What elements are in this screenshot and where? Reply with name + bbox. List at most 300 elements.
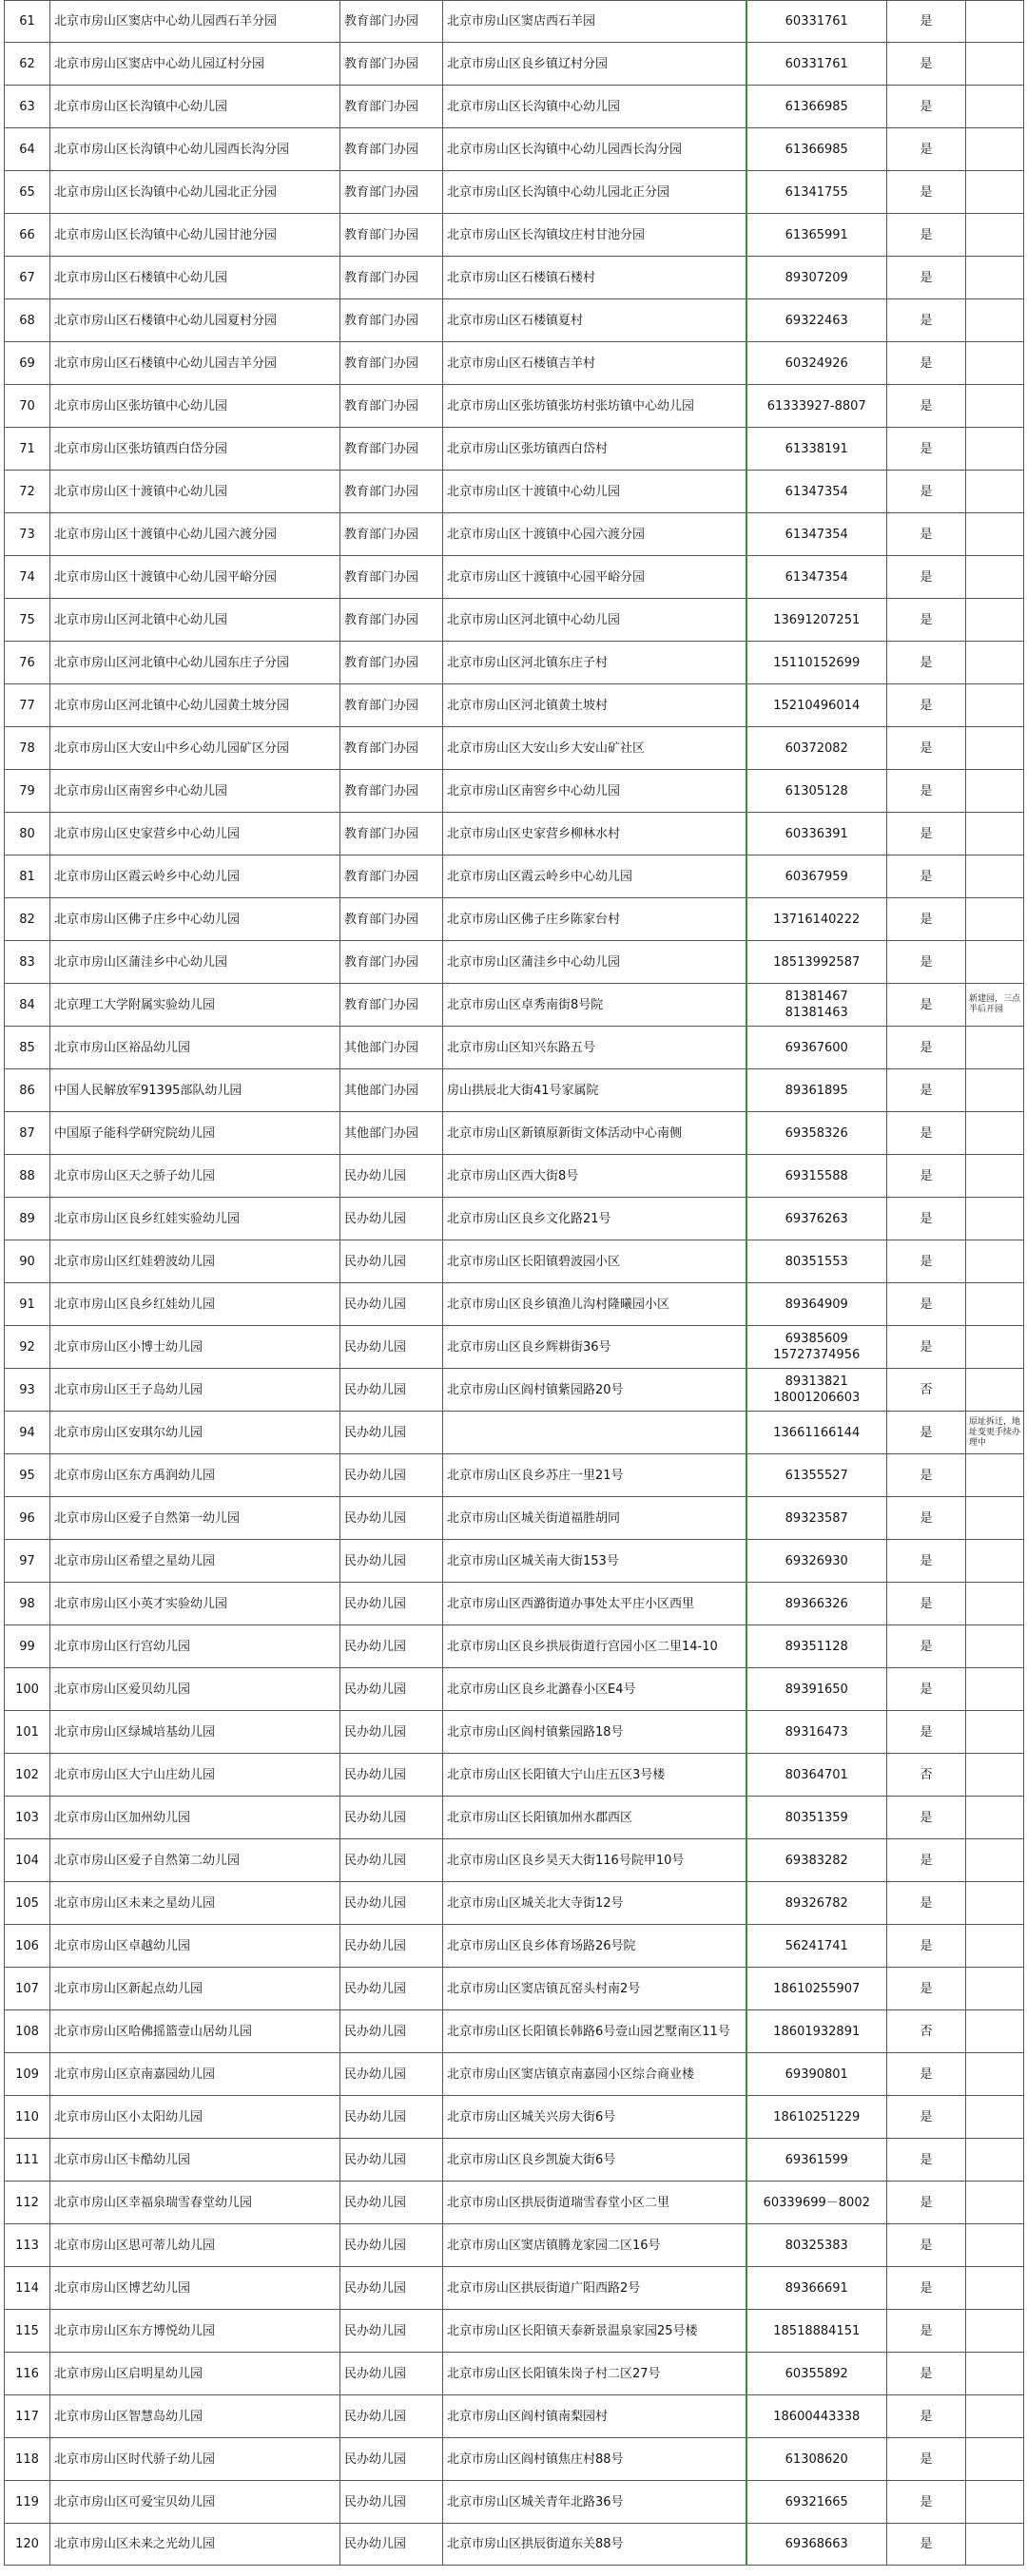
table-row — [5, 1839, 1024, 1882]
phone-number: 80364701 — [746, 1754, 887, 1797]
kindergarten-name: 北京市房山区小太阳幼儿园 — [50, 2096, 340, 2139]
remark — [966, 898, 1024, 941]
status-flag: 是 — [887, 1240, 966, 1283]
address: 北京市房山区河北镇东庄子村 — [443, 642, 746, 684]
school-type: 民办幼儿园 — [340, 2438, 443, 2481]
row-number: 103 — [5, 1797, 50, 1839]
phone-number: 69326930 — [746, 1540, 887, 1583]
remark — [966, 1027, 1024, 1069]
status-flag: 是 — [887, 813, 966, 855]
school-type: 其他部门办园 — [340, 1027, 443, 1069]
address: 北京市房山区蒲洼乡中心幼儿园 — [443, 941, 746, 984]
phone-number: 18518884151 — [746, 2310, 887, 2353]
kindergarten-name: 北京市房山区良乡红娃实验幼儿园 — [50, 1198, 340, 1240]
remark — [966, 1326, 1024, 1369]
school-type: 民办幼儿园 — [340, 1369, 443, 1412]
remark — [966, 1, 1024, 43]
row-number: 70 — [5, 385, 50, 428]
row-number: 80 — [5, 813, 50, 855]
phone-number: 61355527 — [746, 1454, 887, 1497]
school-type: 教育部门办园 — [340, 1, 443, 43]
remark — [966, 2139, 1024, 2182]
remark — [966, 2438, 1024, 2481]
row-number: 116 — [5, 2353, 50, 2395]
remark — [966, 1283, 1024, 1326]
row-number: 77 — [5, 684, 50, 727]
address: 北京市房山区石楼镇夏村 — [443, 299, 746, 342]
remark — [966, 1069, 1024, 1112]
table-row — [5, 1069, 1024, 1112]
status-flag: 是 — [887, 1069, 966, 1112]
status-flag: 是 — [887, 770, 966, 813]
row-number: 94 — [5, 1412, 50, 1454]
row-number: 110 — [5, 2096, 50, 2139]
status-flag: 是 — [887, 299, 966, 342]
kindergarten-name: 北京市房山区哈佛摇篮壹山居幼儿园 — [50, 2010, 340, 2053]
remark — [966, 941, 1024, 984]
status-flag: 是 — [887, 1711, 966, 1754]
table-row — [5, 770, 1024, 813]
status-flag: 是 — [887, 984, 966, 1027]
table-row — [5, 1112, 1024, 1155]
row-number: 76 — [5, 642, 50, 684]
remark — [966, 1454, 1024, 1497]
school-type: 教育部门办园 — [340, 299, 443, 342]
table-row — [5, 2395, 1024, 2438]
kindergarten-name: 北京市房山区可爱宝贝幼儿园 — [50, 2481, 340, 2524]
school-type: 教育部门办园 — [340, 770, 443, 813]
status-flag: 是 — [887, 1326, 966, 1369]
status-flag: 是 — [887, 1925, 966, 1968]
row-number: 108 — [5, 2010, 50, 2053]
phone-number: 69376263 — [746, 1198, 887, 1240]
row-number: 83 — [5, 941, 50, 984]
table-row — [5, 1711, 1024, 1754]
school-type: 教育部门办园 — [340, 727, 443, 770]
table-row — [5, 2481, 1024, 2524]
status-flag: 是 — [887, 2096, 966, 2139]
table-row — [5, 1625, 1024, 1668]
table-row — [5, 2010, 1024, 2053]
address: 北京市房山区城关北大寺街12号 — [443, 1882, 746, 1925]
row-number: 93 — [5, 1369, 50, 1412]
remark — [966, 2353, 1024, 2395]
phone-number: 89313821 18001206603 — [746, 1369, 887, 1412]
table-row — [5, 642, 1024, 684]
address: 北京市房山区城关街道福胜胡同 — [443, 1497, 746, 1540]
school-type: 教育部门办园 — [340, 214, 443, 257]
phone-number: 69383282 — [746, 1839, 887, 1882]
school-type: 民办幼儿园 — [340, 1839, 443, 1882]
table-row — [5, 2310, 1024, 2353]
kindergarten-name: 北京市房山区卡酷幼儿园 — [50, 2139, 340, 2182]
status-flag: 是 — [887, 1797, 966, 1839]
table-row — [5, 471, 1024, 513]
remark: 原址拆迁，地址变更手续办理中 — [966, 1412, 1024, 1454]
address: 北京市房山区长阳镇天泰新景温泉家园25号楼 — [443, 2310, 746, 2353]
kindergarten-name: 北京市房山区启明星幼儿园 — [50, 2353, 340, 2395]
phone-number: 60336391 — [746, 813, 887, 855]
table-row — [5, 599, 1024, 642]
school-type: 民办幼儿园 — [340, 2353, 443, 2395]
phone-number: 61305128 — [746, 770, 887, 813]
phone-number: 18610255907 — [746, 1968, 887, 2010]
phone-number: 60339699－8002 — [746, 2182, 887, 2224]
phone-number: 81381467 81381463 — [746, 984, 887, 1027]
status-flag: 是 — [887, 684, 966, 727]
status-flag: 是 — [887, 2353, 966, 2395]
phone-number: 18513992587 — [746, 941, 887, 984]
phone-number: 69322463 — [746, 299, 887, 342]
phone-number: 61347354 — [746, 513, 887, 556]
status-flag: 是 — [887, 1540, 966, 1583]
kindergarten-name: 北京市房山区爱子自然第一幼儿园 — [50, 1497, 340, 1540]
address: 北京市房山区长阳镇碧波园小区 — [443, 1240, 746, 1283]
remark — [966, 855, 1024, 898]
row-number: 90 — [5, 1240, 50, 1283]
remark — [966, 1711, 1024, 1754]
phone-number: 61366985 — [746, 128, 887, 171]
address: 北京市房山区十渡镇中心幼儿园 — [443, 471, 746, 513]
row-number: 120 — [5, 2524, 50, 2566]
address: 北京市房山区良乡镇渔儿沟村隆曦园小区 — [443, 1283, 746, 1326]
row-number: 73 — [5, 513, 50, 556]
remark — [966, 299, 1024, 342]
phone-number: 13661166144 — [746, 1412, 887, 1454]
school-type: 教育部门办园 — [340, 513, 443, 556]
phone-number: 61341755 — [746, 171, 887, 214]
row-number: 64 — [5, 128, 50, 171]
table-row — [5, 257, 1024, 299]
row-number: 112 — [5, 2182, 50, 2224]
table-row — [5, 1668, 1024, 1711]
school-type: 民办幼儿园 — [340, 2096, 443, 2139]
phone-number: 89326782 — [746, 1882, 887, 1925]
phone-number: 69385609 15727374956 — [746, 1326, 887, 1369]
remark — [966, 2182, 1024, 2224]
school-type: 教育部门办园 — [340, 813, 443, 855]
address: 北京市房山区窦店镇瓦窑头村南2号 — [443, 1968, 746, 2010]
kindergarten-name: 北京市房山区博艺幼儿园 — [50, 2267, 340, 2310]
table-row — [5, 299, 1024, 342]
school-type: 教育部门办园 — [340, 556, 443, 599]
address: 北京市房山区史家营乡柳林水村 — [443, 813, 746, 855]
address: 北京市房山区南窖乡中心幼儿园 — [443, 770, 746, 813]
school-type: 民办幼儿园 — [340, 1625, 443, 1668]
address: 北京市房山区大安山乡大安山矿社区 — [443, 727, 746, 770]
address: 北京市房山区阎村镇紫园路20号 — [443, 1369, 746, 1412]
school-type: 教育部门办园 — [340, 471, 443, 513]
table-row — [5, 1240, 1024, 1283]
row-number: 67 — [5, 257, 50, 299]
status-flag: 否 — [887, 1754, 966, 1797]
row-number: 62 — [5, 43, 50, 86]
row-number: 100 — [5, 1668, 50, 1711]
kindergarten-name: 北京市房山区十渡镇中心幼儿园六渡分园 — [50, 513, 340, 556]
row-number: 82 — [5, 898, 50, 941]
kindergarten-name: 北京市房山区大安山中乡心幼儿园矿区分园 — [50, 727, 340, 770]
kindergarten-name: 北京市房山区蒲洼乡中心幼儿园 — [50, 941, 340, 984]
phone-number: 13691207251 — [746, 599, 887, 642]
address: 北京市房山区知兴东路五号 — [443, 1027, 746, 1069]
kindergarten-name: 北京市房山区史家营乡中心幼儿园 — [50, 813, 340, 855]
school-type: 民办幼儿园 — [340, 2481, 443, 2524]
kindergarten-name: 北京市房山区南窖乡中心幼儿园 — [50, 770, 340, 813]
remark — [966, 684, 1024, 727]
row-number: 63 — [5, 86, 50, 128]
remark — [966, 2481, 1024, 2524]
kindergarten-name: 北京市房山区幸福泉瑞雪春堂幼儿园 — [50, 2182, 340, 2224]
kindergarten-name: 中国人民解放军91395部队幼儿园 — [50, 1069, 340, 1112]
remark — [966, 385, 1024, 428]
remark — [966, 2053, 1024, 2096]
status-flag: 是 — [887, 257, 966, 299]
row-number: 117 — [5, 2395, 50, 2438]
kindergarten-name: 北京市房山区河北镇中心幼儿园 — [50, 599, 340, 642]
kindergarten-name: 北京市房山区希望之星幼儿园 — [50, 1540, 340, 1583]
kindergarten-name: 北京市房山区智慧岛幼儿园 — [50, 2395, 340, 2438]
table-row — [5, 1198, 1024, 1240]
kindergarten-name: 北京市房山区十渡镇中心幼儿园 — [50, 471, 340, 513]
remark — [966, 1754, 1024, 1797]
remark — [966, 1540, 1024, 1583]
table-row — [5, 1925, 1024, 1968]
address: 北京市房山区张坊镇张坊村张坊镇中心幼儿园 — [443, 385, 746, 428]
table-row — [5, 984, 1024, 1027]
table-row — [5, 1369, 1024, 1412]
table-row — [5, 727, 1024, 770]
address: 北京市房山区良乡文化路21号 — [443, 1198, 746, 1240]
phone-number: 18600443338 — [746, 2395, 887, 2438]
school-type: 民办幼儿园 — [340, 1968, 443, 2010]
remark — [966, 1797, 1024, 1839]
phone-number: 13716140222 — [746, 898, 887, 941]
kindergarten-name: 北京市房山区未来之星幼儿园 — [50, 1882, 340, 1925]
school-type: 民办幼儿园 — [340, 2395, 443, 2438]
remark — [966, 171, 1024, 214]
status-flag: 是 — [887, 2310, 966, 2353]
remark — [966, 257, 1024, 299]
status-flag: 是 — [887, 727, 966, 770]
status-flag: 是 — [887, 1583, 966, 1625]
school-type: 其他部门办园 — [340, 1069, 443, 1112]
kindergarten-name: 北京市房山区天之骄子幼儿园 — [50, 1155, 340, 1198]
table-row — [5, 1583, 1024, 1625]
status-flag: 是 — [887, 2139, 966, 2182]
status-flag: 是 — [887, 2267, 966, 2310]
status-flag: 是 — [887, 2224, 966, 2267]
phone-number: 61333927-8807 — [746, 385, 887, 428]
table-row — [5, 556, 1024, 599]
school-type: 民办幼儿园 — [340, 1326, 443, 1369]
address: 北京市房山区良乡辉耕街36号 — [443, 1326, 746, 1369]
remark — [966, 86, 1024, 128]
kindergarten-name: 北京市房山区裕品幼儿园 — [50, 1027, 340, 1069]
status-flag: 是 — [887, 1, 966, 43]
address: 北京市房山区城关青年北路36号 — [443, 2481, 746, 2524]
status-flag: 是 — [887, 855, 966, 898]
remark — [966, 2267, 1024, 2310]
phone-number: 89366326 — [746, 1583, 887, 1625]
phone-number: 69321665 — [746, 2481, 887, 2524]
kindergarten-name: 北京市房山区加州幼儿园 — [50, 1797, 340, 1839]
kindergarten-name: 北京市房山区河北镇中心幼儿园黄土坡分园 — [50, 684, 340, 727]
table-body — [5, 1, 1024, 2566]
address: 北京市房山区窦店西石羊园 — [443, 1, 746, 43]
phone-number: 69390801 — [746, 2053, 887, 2096]
school-type: 教育部门办园 — [340, 855, 443, 898]
address: 北京市房山区长沟镇中心幼儿园北正分园 — [443, 171, 746, 214]
row-number: 95 — [5, 1454, 50, 1497]
phone-number: 69368663 — [746, 2524, 887, 2566]
address: 北京市房山区长阳镇大宁山庄五区3号楼 — [443, 1754, 746, 1797]
remark — [966, 43, 1024, 86]
status-flag: 否 — [887, 1369, 966, 1412]
phone-number: 61347354 — [746, 556, 887, 599]
remark — [966, 2224, 1024, 2267]
kindergarten-name: 北京市房山区河北镇中心幼儿园东庄子分园 — [50, 642, 340, 684]
table-row — [5, 171, 1024, 214]
status-flag: 是 — [887, 556, 966, 599]
remark — [966, 2524, 1024, 2566]
school-type: 教育部门办园 — [340, 342, 443, 385]
address: 北京市房山区拱辰街道广阳西路2号 — [443, 2267, 746, 2310]
school-type: 民办幼儿园 — [340, 1711, 443, 1754]
address: 北京市房山区张坊镇西白岱村 — [443, 428, 746, 471]
kindergarten-name: 北京市房山区爱贝幼儿园 — [50, 1668, 340, 1711]
kindergarten-name: 北京市房山区小博士幼儿园 — [50, 1326, 340, 1369]
kindergarten-name: 北京市房山区长沟镇中心幼儿园北正分园 — [50, 171, 340, 214]
address: 北京市房山区石楼镇吉羊村 — [443, 342, 746, 385]
address: 北京市房山区良乡拱辰街道行宫园小区二里14-10 — [443, 1625, 746, 1668]
school-type: 教育部门办园 — [340, 86, 443, 128]
status-flag: 是 — [887, 1839, 966, 1882]
table-row — [5, 1540, 1024, 1583]
kindergarten-name: 北京市房山区王子岛幼儿园 — [50, 1369, 340, 1412]
remark — [966, 770, 1024, 813]
row-number: 81 — [5, 855, 50, 898]
address: 北京市房山区良乡北潞春小区E4号 — [443, 1668, 746, 1711]
table-row — [5, 2224, 1024, 2267]
table-row — [5, 128, 1024, 171]
school-type: 民办幼儿园 — [340, 1283, 443, 1326]
address: 北京市房山区城关兴房大街6号 — [443, 2096, 746, 2139]
row-number: 98 — [5, 1583, 50, 1625]
status-flag: 是 — [887, 428, 966, 471]
row-number: 104 — [5, 1839, 50, 1882]
kindergarten-name: 北京市房山区霞云岭乡中心幼儿园 — [50, 855, 340, 898]
table-row — [5, 428, 1024, 471]
status-flag: 是 — [887, 342, 966, 385]
remark — [966, 428, 1024, 471]
address: 北京市房山区拱辰街道东关88号 — [443, 2524, 746, 2566]
table-row — [5, 2096, 1024, 2139]
row-number: 99 — [5, 1625, 50, 1668]
kindergarten-name: 北京市房山区石楼镇中心幼儿园吉羊分园 — [50, 342, 340, 385]
row-number: 107 — [5, 1968, 50, 2010]
table-row — [5, 2438, 1024, 2481]
kindergarten-name: 北京市房山区良乡红娃幼儿园 — [50, 1283, 340, 1326]
row-number: 89 — [5, 1198, 50, 1240]
table-row — [5, 855, 1024, 898]
table-row — [5, 2353, 1024, 2395]
address: 北京市房山区良乡凯旋大街6号 — [443, 2139, 746, 2182]
phone-number: 60355892 — [746, 2353, 887, 2395]
address: 北京市房山区长沟镇中心幼儿园西长沟分园 — [443, 128, 746, 171]
row-number: 109 — [5, 2053, 50, 2096]
status-flag: 是 — [887, 214, 966, 257]
row-number: 71 — [5, 428, 50, 471]
school-type: 教育部门办园 — [340, 385, 443, 428]
remark — [966, 556, 1024, 599]
address: 北京市房山区石楼镇石楼村 — [443, 257, 746, 299]
table-row — [5, 898, 1024, 941]
school-type: 民办幼儿园 — [340, 1155, 443, 1198]
school-type: 民办幼儿园 — [340, 1925, 443, 1968]
phone-number: 80351553 — [746, 1240, 887, 1283]
phone-number: 89316473 — [746, 1711, 887, 1754]
status-flag: 是 — [887, 1497, 966, 1540]
address: 北京市房山区阎村镇焦庄村88号 — [443, 2438, 746, 2481]
school-type: 教育部门办园 — [340, 257, 443, 299]
address: 北京市房山区长阳镇长韩路6号壹山园艺墅南区11号 — [443, 2010, 746, 2053]
remark — [966, 2096, 1024, 2139]
row-number: 69 — [5, 342, 50, 385]
phone-number: 69367600 — [746, 1027, 887, 1069]
phone-number: 89391650 — [746, 1668, 887, 1711]
address: 北京市房山区十渡镇中心园平峪分园 — [443, 556, 746, 599]
row-number: 91 — [5, 1283, 50, 1326]
row-number: 87 — [5, 1112, 50, 1155]
remark — [966, 727, 1024, 770]
school-type: 民办幼儿园 — [340, 1540, 443, 1583]
address: 北京市房山区长阳镇加州水郡西区 — [443, 1797, 746, 1839]
remark — [966, 1968, 1024, 2010]
table-row — [5, 813, 1024, 855]
address: 北京市房山区城关南大街153号 — [443, 1540, 746, 1583]
table-row — [5, 2267, 1024, 2310]
school-type: 民办幼儿园 — [340, 2139, 443, 2182]
row-number: 115 — [5, 2310, 50, 2353]
school-type: 教育部门办园 — [340, 642, 443, 684]
phone-number: 69361599 — [746, 2139, 887, 2182]
kindergarten-name: 北京市房山区长沟镇中心幼儿园 — [50, 86, 340, 128]
phone-number: 61366985 — [746, 86, 887, 128]
school-type: 教育部门办园 — [340, 43, 443, 86]
kindergarten-name: 北京市房山区小英才实验幼儿园 — [50, 1583, 340, 1625]
table-row — [5, 1155, 1024, 1198]
school-type: 民办幼儿园 — [340, 2010, 443, 2053]
school-type: 民办幼儿园 — [340, 2053, 443, 2096]
kindergarten-name: 北京市房山区窦店中心幼儿园西石羊分园 — [50, 1, 340, 43]
phone-number: 56241741 — [746, 1925, 887, 1968]
remark — [966, 1155, 1024, 1198]
table-row — [5, 2139, 1024, 2182]
school-type: 民办幼儿园 — [340, 1240, 443, 1283]
remark — [966, 642, 1024, 684]
phone-number: 60367959 — [746, 855, 887, 898]
school-type: 民办幼儿园 — [340, 2524, 443, 2566]
kindergarten-name: 北京市房山区长沟镇中心幼儿园甘池分园 — [50, 214, 340, 257]
phone-number: 18601932891 — [746, 2010, 887, 2053]
row-number: 65 — [5, 171, 50, 214]
status-flag: 是 — [887, 1668, 966, 1711]
table-row — [5, 941, 1024, 984]
row-number: 61 — [5, 1, 50, 43]
kindergarten-name: 北京市房山区东方博悦幼儿园 — [50, 2310, 340, 2353]
status-flag: 否 — [887, 2010, 966, 2053]
phone-number: 69315588 — [746, 1155, 887, 1198]
